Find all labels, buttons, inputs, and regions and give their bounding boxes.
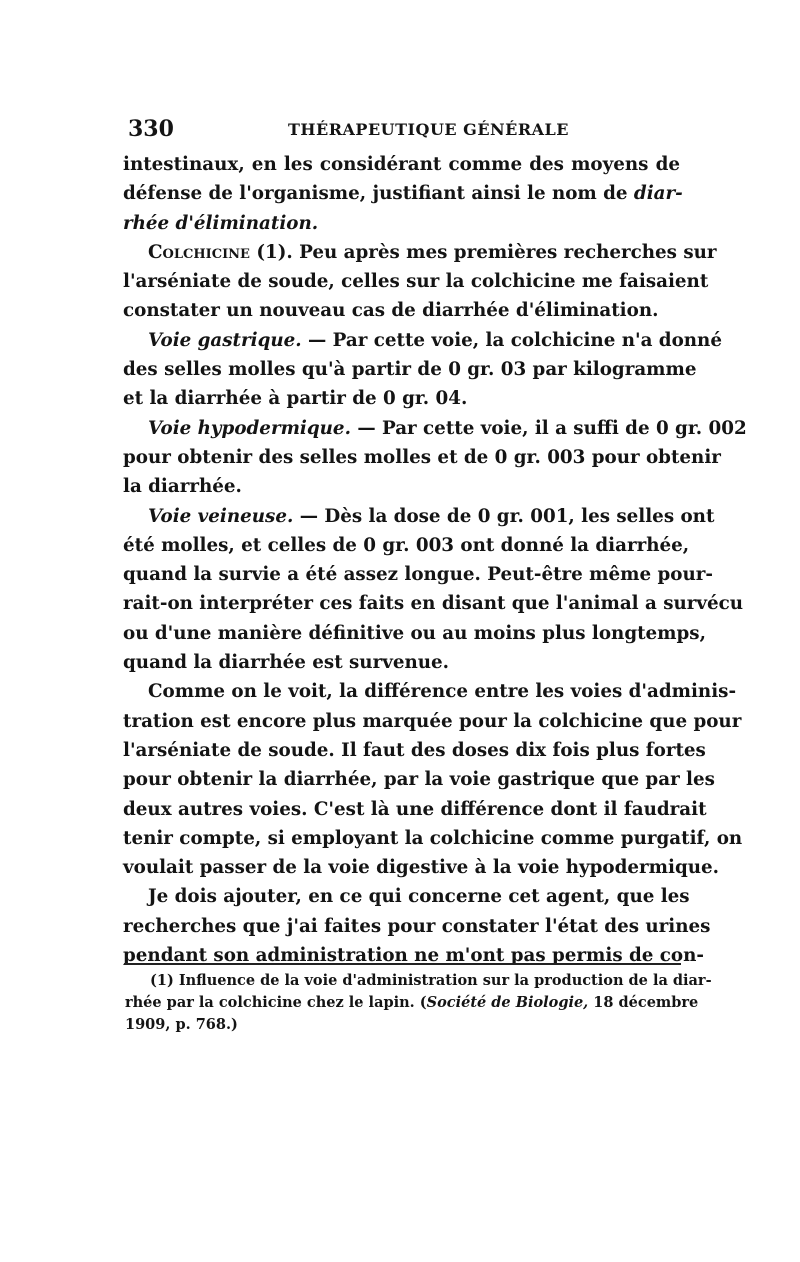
text-line: rait-on interpréter ces faits en disant que l'animal a survécu: [123, 593, 744, 615]
journal-title: Société de Biologie,: [426, 994, 589, 1011]
text-line: quand la survie a été assez longue. Peut-être même pour-: [123, 564, 713, 586]
page-header: [128, 116, 680, 142]
text-line: Voie veineuse. — Dès la dose de 0 gr. 001, les selles ont: [148, 505, 715, 527]
text-line: pendant son administration ne m'ont pas permis de con-: [123, 945, 704, 967]
text-line: voulait passer de la voie digestive à la voie hypodermique.: [123, 857, 720, 879]
text-line: quand la diarrhée est survenue.: [123, 652, 450, 674]
footnote-line: 1909, p. 768.): [125, 1016, 238, 1033]
section-heading-colchicine: Colchicine: [148, 241, 250, 263]
text-line: tenir compte, si employant la colchicine comme purgatif, on: [123, 827, 743, 849]
text-line: la diarrhée.: [123, 476, 242, 498]
text-line: et la diarrhée à partir de 0 gr. 04.: [123, 388, 468, 410]
text-line: rhée d'élimination.: [123, 212, 319, 234]
text-line: Comme on le voit, la différence entre les voies d'adminis-: [148, 681, 737, 703]
text-line: défense de l'organisme, justifiant ainsi le nom de diar-: [123, 183, 683, 205]
text-line: pour obtenir des selles molles et de 0 gr. 003 pour obtenir: [123, 446, 721, 468]
footnote-line: rhée par la colchicine chez le lapin. (Société de Biologie, 18 décembre: [125, 994, 699, 1011]
body-text: [123, 150, 747, 970]
text-line: Colchicine (1). Peu après mes premières recherches sur: [148, 241, 717, 263]
text-line: Voie hypodermique. — Par cette voie, il a suffi de 0 gr. 002: [148, 417, 747, 439]
footnote-divider: [124, 963, 681, 965]
text-line: deux autres voies. C'est là une différence dont il faudrait: [123, 798, 707, 820]
footnote: [125, 970, 712, 1036]
text-line: constater un nouveau cas de diarrhée d'élimination.: [123, 300, 659, 322]
text-line: pour obtenir la diarrhée, par la voie gastrique que par les: [123, 769, 715, 791]
text-line: ou d'une manière définitive ou au moins plus longtemps,: [123, 622, 706, 644]
subheading-voie-veineuse: Voie veineuse.: [148, 505, 294, 527]
text-line: des selles molles qu'à partir de 0 gr. 03 par kilogramme: [123, 359, 697, 381]
text-line: intestinaux, en les considérant comme des moyens de: [123, 154, 680, 175]
footnote-line: (1) Influence de la voie d'administration sur la production de la diar-: [150, 972, 712, 989]
text-line: Voie gastrique. — Par cette voie, la colchicine n'a donné: [148, 329, 722, 351]
page-number: 330: [128, 116, 174, 142]
text-line: l'arséniate de soude. Il faut des doses dix fois plus fortes: [123, 739, 706, 761]
text-line: l'arséniate de soude, celles sur la colchicine me faisaient: [123, 271, 709, 293]
text-line: recherches que j'ai faites pour constater l'état des urines: [123, 915, 711, 937]
text-line: Je dois ajouter, en ce qui concerne cet agent, que les: [148, 886, 690, 908]
subheading-voie-hypodermique: Voie hypodermique.: [148, 417, 351, 439]
text-line: tration est encore plus marquée pour la colchicine que pour: [123, 710, 742, 732]
text-line: été molles, et celles de 0 gr. 003 ont donné la diarrhée,: [123, 534, 690, 556]
running-title: THÉRAPEUTIQUE GÉNÉRALE: [288, 120, 569, 139]
subheading-voie-gastrique: Voie gastrique.: [148, 329, 302, 351]
